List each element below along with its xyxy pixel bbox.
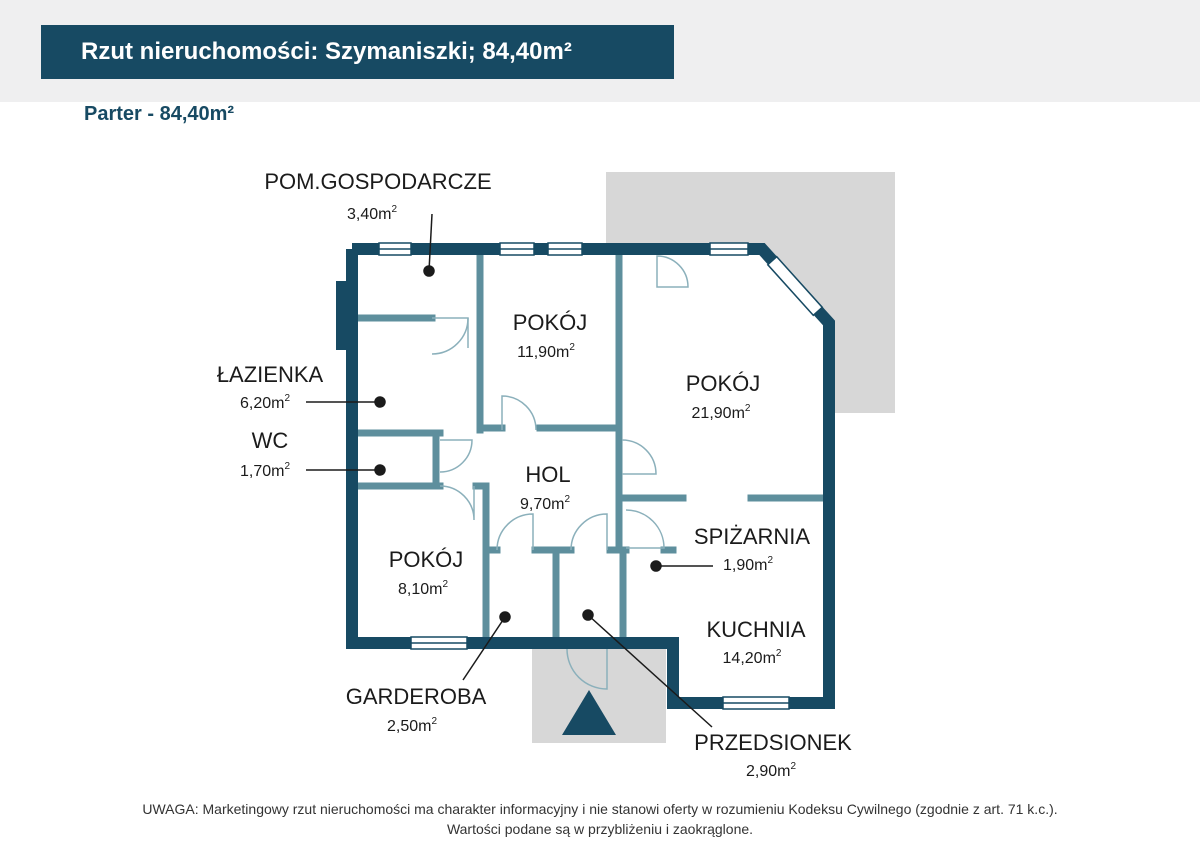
area-kuchnia: $14,20m^2$ [722, 648, 782, 667]
area-spizarnia: $1,90m^2$ [722, 555, 774, 574]
marker-wc [375, 465, 385, 475]
label-pom-gospodarcze: POM.GOSPODARCZE [264, 169, 492, 194]
marker-przedsionek [583, 610, 593, 620]
marker-garderoba [500, 612, 510, 622]
label-hol: HOL [525, 462, 571, 487]
marker-lazienka [375, 397, 385, 407]
area-pom-gospodarcze: $3,40m^2$ [346, 204, 398, 223]
floor-label: Parter - 84,40m² [84, 103, 235, 125]
label-pokoj-small: POKÓJ [388, 547, 464, 572]
label-pokoj-big: POKÓJ [685, 371, 761, 396]
area-wc: $1,70m^2$ [239, 461, 291, 480]
area-pokoj-small: $8,10m^2$ [397, 579, 449, 598]
label-garderoba: GARDEROBA [345, 684, 487, 709]
area-przedsionek: $2,90m^2$ [745, 761, 797, 780]
area-pokoj-big: $21,90m^2$ [691, 403, 751, 422]
disclaimer-line-1: UWAGA: Marketingowy rzut nieruchomości ma charakter informacyjny i nie stanowi oferty w rozumieniu Kodeksu Cywilnego (zgodnie z art. 71 k.c.). [142, 801, 1058, 817]
marker-spizarnia [651, 561, 661, 571]
label-spizarnia: SPIŻARNIA [693, 524, 811, 549]
area-pokoj-mid: $11,90m^2$ [517, 342, 575, 361]
marker-pom-gospodarcze [424, 266, 434, 276]
page-title: Rzut nieruchomości: Szymaniszki; 84,40m² [41, 25, 674, 79]
label-kuchnia: KUCHNIA [706, 617, 806, 642]
area-lazienka: $6,20m^2$ [239, 393, 291, 412]
area-hol: $9,70m^2$ [519, 494, 571, 513]
label-przedsionek: PRZEDSIONEK [694, 730, 852, 755]
area-garderoba: $2,50m^2$ [386, 716, 438, 735]
disclaimer-line-2: Wartości podane są w przybliżeniu i zaokrąglone. [446, 821, 754, 837]
wall-ledge [336, 281, 348, 350]
label-lazienka: ŁAZIENKA [216, 362, 324, 387]
label-pokoj-mid: POKÓJ [512, 310, 588, 335]
label-wc: WC [251, 428, 289, 453]
